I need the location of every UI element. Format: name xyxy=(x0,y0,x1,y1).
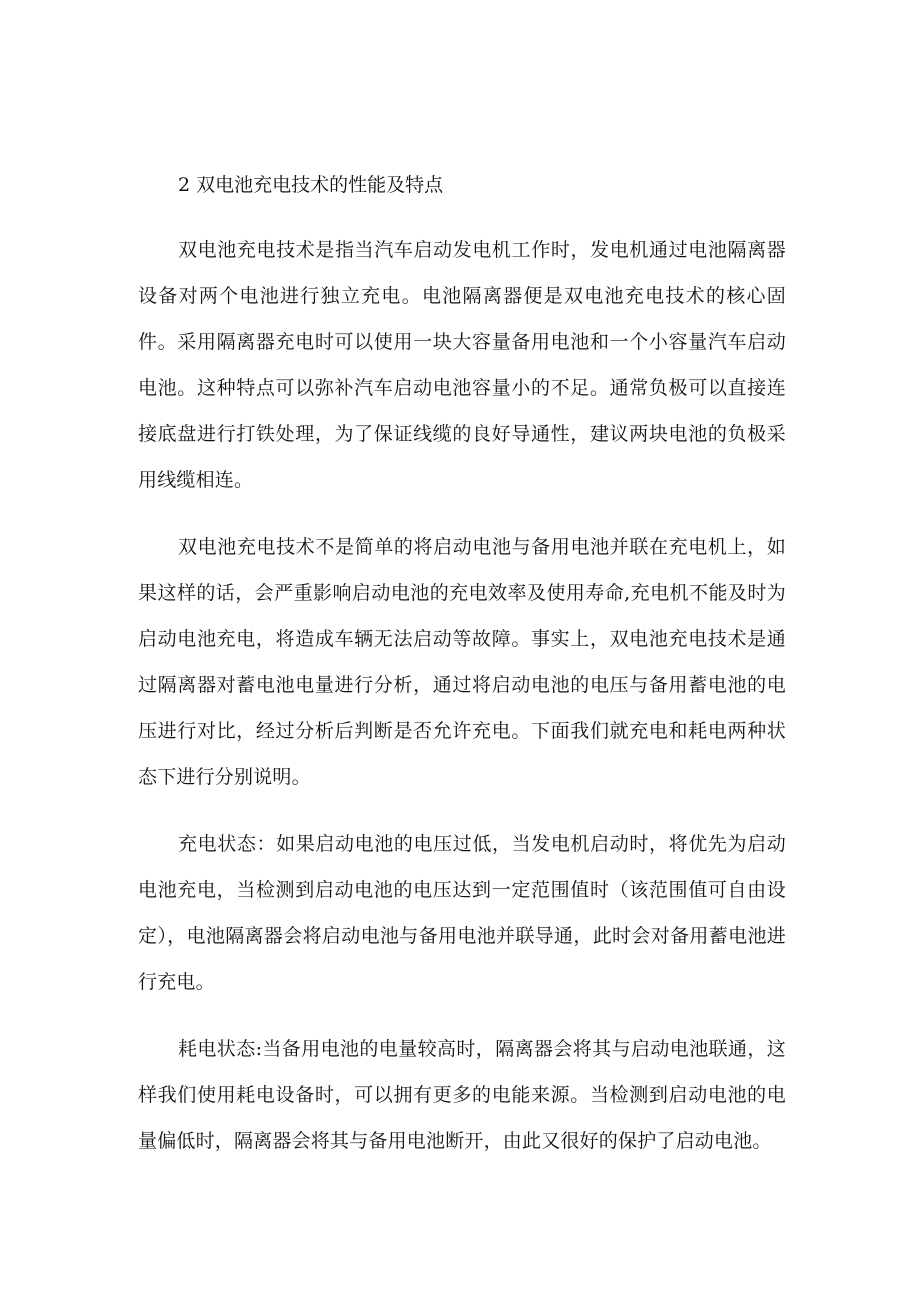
paragraph-dual-battery-definition: 双电池充电技术是指当汽车启动发电机工作时，发电机通过电池隔离器设备对两个电池进行独立充电。电池隔离器便是双电池充电技术的核心固件。采用隔离器充电时可以使用一块大容量备用电池和一个小容量汽车启动电池。这种特点可以弥补汽车启动电池容量小的不足。通常负极可以直接连接底盘进行打铁处理，为了保证线缆的良好导通性，建议两块电池的负极采用线缆相连。 xyxy=(138,239,786,491)
paragraph-charging-state: 充电状态：如果启动电池的电压过低，当发电机启动时，将优先为启动电池充电，当检测到启动电池的电压达到一定范围值时（该范围值可自由设定），电池隔离器会将启动电池与备用电池并联导通，此时会对备用蓄电池进行充电。 xyxy=(138,833,786,993)
paragraph-dual-battery-principle: 双电池充电技术不是简单的将启动电池与备用电池并联在充电机上，如果这样的话，会严重影响启动电池的充电效率及使用寿命,充电机不能及时为启动电池充电，将造成车辆无法启动等故障。事实上，双电池充电技术是通过隔离器对蓄电池电量进行分析，通过将启动电池的电压与备用蓄电池的电压进行对比，经过分析后判断是否允许充电。下面我们就充电和耗电两种状态下进行分别说明。 xyxy=(138,536,786,788)
section-heading: 2 双电池充电技术的性能及特点 xyxy=(178,174,444,196)
document-body xyxy=(138,164,786,1185)
paragraph-consumption-state: 耗电状态:当备用电池的电量较高时，隔离器会将其与启动电池联通，这样我们使用耗电设备时，可以拥有更多的电能来源。当检测到启动电池的电量偏低时，隔离器会将其与备用电池断开，由此又很好的保护了启动电池。 xyxy=(138,1038,786,1152)
